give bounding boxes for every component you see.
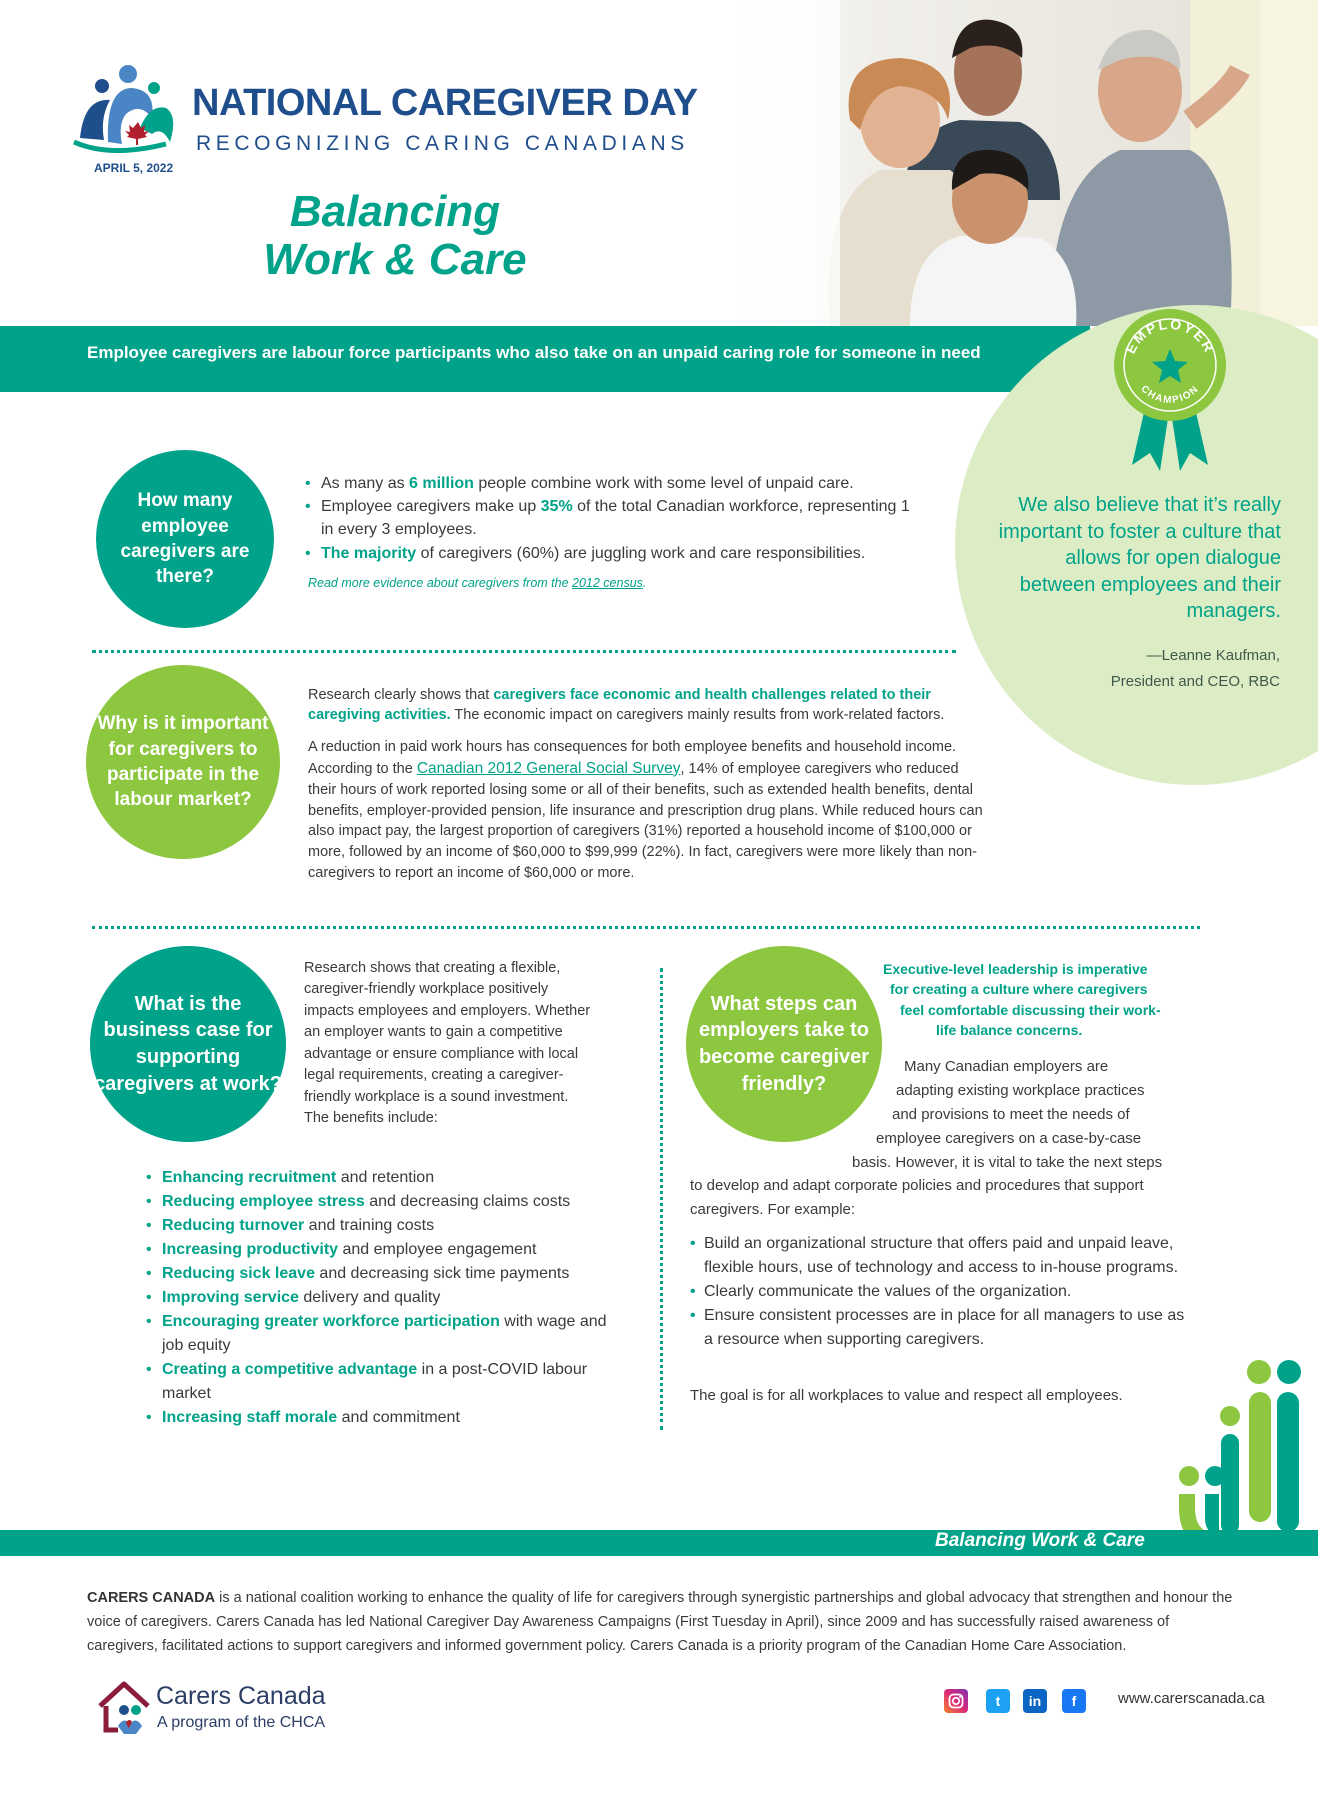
census-note: Read more evidence about caregivers from the 2012 census. bbox=[308, 576, 647, 590]
team-meeting-photo bbox=[720, 0, 1318, 326]
org-subtitle: RECOGNIZING CARING CANADIANS bbox=[196, 132, 689, 155]
question-steps: What steps can employers take to become caregiver friendly? bbox=[686, 946, 882, 1142]
divider bbox=[92, 650, 956, 653]
instagram-icon[interactable] bbox=[944, 1689, 968, 1713]
question-how-many: How many employee caregivers are there? bbox=[96, 450, 274, 628]
list-item: • Increasing staff morale and commitment bbox=[146, 1406, 626, 1430]
list-item: • Reducing turnover and training costs bbox=[146, 1214, 626, 1238]
list-item: • Employee caregivers make up 35% of the total Canadian workforce, representing 1 in every 3 employees. bbox=[305, 495, 925, 541]
list-item: • The majority of caregivers (60%) are juggling work and care responsibilities. bbox=[305, 542, 925, 565]
leadership-heading: Executive-level leadership is imperative for creating a culture where caregivers feel comfortable discussing their work- life balance concerns. bbox=[883, 961, 1161, 1038]
badge-bottom-text: CHAMPION bbox=[1138, 383, 1202, 407]
facebook-icon[interactable]: f bbox=[1062, 1689, 1086, 1713]
quote-text: We also believe that it’s really important to foster a culture that allows for open dialogue between employees and their managers. bbox=[998, 494, 1281, 623]
question-business-case: What is the business case for supporting caregivers at work? bbox=[90, 946, 286, 1142]
question-why-important: Why is it important for caregivers to participate in the labour market? bbox=[86, 665, 280, 859]
linkedin-icon[interactable]: in bbox=[1023, 1689, 1047, 1713]
employers-paragraph-line: to develop and adapt corporate policies and procedures that support caregivers. For example: bbox=[690, 1177, 1144, 1218]
carers-canada-logo-icon bbox=[96, 1676, 152, 1736]
survey-link[interactable]: Canadian 2012 General Social Survey bbox=[416, 759, 681, 777]
employers-paragraph-line: employee caregivers on a case-by-case bbox=[876, 1130, 1142, 1147]
website-link[interactable]: www.carerscanada.ca bbox=[1118, 1690, 1265, 1707]
employers-paragraph-line: Many Canadian employers are bbox=[904, 1058, 1109, 1075]
business-case-intro: Research shows that creating a flexible, caregiver-friendly workplace positively impacts employees and employers. Whether an employer wants to gain a competitive advantage or ensure compliance with local legal requirements, creating a caregiver-friendly workplace is a sound investment. The benefits include: bbox=[304, 960, 591, 1127]
list-item: • Ensure consistent processes are in place for all managers to use as a resource when supporting caregivers. bbox=[690, 1304, 1190, 1352]
divider bbox=[92, 926, 1200, 929]
twitter-icon[interactable]: t bbox=[986, 1689, 1010, 1713]
caregiver-stats-list bbox=[305, 472, 925, 565]
employers-paragraph-line: adapting existing workplace practices bbox=[896, 1082, 1145, 1099]
carers-canada-tagline: A program of the CHCA bbox=[157, 1714, 326, 1731]
list-item: • Improving service delivery and quality bbox=[146, 1286, 626, 1310]
research-paragraph: Research clearly shows that caregivers face economic and health challenges related to their caregiving activities. The economic impact on caregivers mainly results from work-related factors. bbox=[308, 687, 945, 724]
list-item: • Build an organizational structure that offers paid and unpaid leave, flexible hours, use of technology and access to in-house programs. bbox=[690, 1232, 1190, 1280]
carers-canada-description: CARERS CANADA is a national coalition working to enhance the quality of life for caregivers through synergistic partnerships and global advocacy that strengthen and honour the voice of caregivers. Carers Canada has led National Caregiver Day Awareness Campaigns (First Tuesday in April), since 2009 and has successfully raised awareness of caregivers, facilitated actions to support caregivers and informed government policy. Carers Canada is a priority program of the Canadian Home Care Association. bbox=[87, 1590, 1233, 1654]
census-link[interactable]: 2012 census bbox=[572, 576, 643, 590]
goal-statement: The goal is for all workplaces to value and respect all employees. bbox=[690, 1387, 1123, 1404]
org-title: NATIONAL CAREGIVER DAY bbox=[192, 82, 698, 124]
carers-canada-name: Carers Canada bbox=[156, 1682, 326, 1710]
list-item: • Enhancing recruitment and retention bbox=[146, 1166, 626, 1190]
employers-paragraph-line: basis. However, it is vital to take the next steps bbox=[852, 1154, 1163, 1171]
list-item: • Reducing sick leave and decreasing sick time payments bbox=[146, 1262, 626, 1286]
intro-banner: Employee caregivers are labour force participants who also take on an unpaid caring role for someone in need bbox=[0, 326, 1090, 392]
list-item: • Increasing productivity and employee engagement bbox=[146, 1238, 626, 1262]
survey-paragraph: A reduction in paid work hours has consequences for both employee benefits and household income. According to the Canadian 2012 General Social Survey, 14% of employee caregivers who reduced their hours of work reported losing some or all of their benefits, such as extended health benefits, dental benefits, employer-provided pension, life insurance and prescription drug plans. While reduced hours can also impact pay, the largest proportion of caregivers (31%) reported a household income of $100,000 or more, followed by an income of $60,000 to $99,999 (22%). In fact, caregivers were more likely than non-caregivers to report an income of $60,000 or more. bbox=[308, 739, 983, 881]
steps-list bbox=[690, 1232, 1190, 1352]
employer-champion-badge bbox=[1110, 305, 1230, 475]
caregiver-figures-graphic bbox=[1175, 1358, 1318, 1558]
page-title: Balancing Work & Care bbox=[263, 187, 527, 285]
list-item: • As many as 6 million people combine work with some level of unpaid care. bbox=[305, 472, 925, 495]
benefits-list bbox=[146, 1166, 626, 1430]
employers-paragraph-line: and provisions to meet the needs of bbox=[892, 1106, 1130, 1123]
badge-top-text: EMPLOYER bbox=[1122, 315, 1218, 357]
quote-author: —Leanne Kaufman, President and CEO, RBC bbox=[1110, 647, 1280, 691]
national-caregiver-day-logo bbox=[70, 58, 190, 166]
list-item: • Clearly communicate the values of the organization. bbox=[690, 1280, 1190, 1304]
footer-band-label: Balancing Work & Care bbox=[935, 1530, 1145, 1551]
list-item: • Encouraging greater workforce participation with wage and job equity bbox=[146, 1310, 626, 1358]
column-divider bbox=[660, 968, 663, 1430]
list-item: • Reducing employee stress and decreasing claims costs bbox=[146, 1190, 626, 1214]
list-item: • Creating a competitive advantage in a post-COVID labour market bbox=[146, 1358, 626, 1406]
event-date: APRIL 5, 2022 bbox=[94, 161, 174, 175]
